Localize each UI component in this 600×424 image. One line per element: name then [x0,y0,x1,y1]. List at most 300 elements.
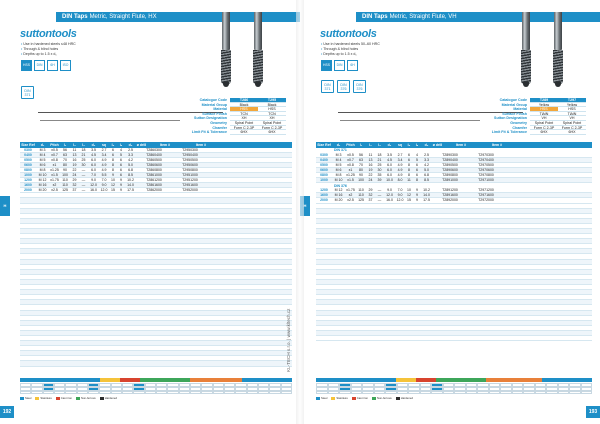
spec-value: VH [558,116,586,121]
table-cell: 29 [368,188,373,193]
left-product-table [20,142,292,367]
table-cell: 12 [407,193,411,198]
table-cell: T2862000 [146,188,162,193]
table-cell: M 16 [38,183,47,188]
table-cell: 0500 [24,157,32,162]
left-spec-table [158,98,286,135]
table-cell: 18 [81,147,86,152]
spec-label: Geometry [510,120,527,125]
column-header: l₂ [73,142,76,147]
table-cell: x0.5 [51,147,58,152]
left-tap-image [220,12,232,87]
table-cell: 10.2 [423,188,430,193]
table-cell: 6.0 [387,167,392,172]
table-cell: M 4 [39,152,46,157]
left-title-bold: DIN Taps [62,14,88,20]
spec-label: Surface Finish [502,111,527,116]
legend-row [20,391,292,395]
left-badge: 6H [47,60,58,71]
table-cell: 16 [368,162,373,167]
table-cell: M 4 [335,157,342,162]
table-cell: M 5 [335,162,342,167]
column-header: l₅ [415,142,419,147]
right-standard-badges [321,60,358,71]
left-section-tab-label: H [3,203,7,208]
table-cell: 8 [408,162,410,167]
table-cell: 90 [63,167,67,172]
column-header: d₂ [387,142,392,147]
table-cell: 9.0 [101,183,107,188]
column-header: d₁ [336,142,341,147]
table-cell: 100 [62,173,68,178]
column-header: d₁ [40,142,45,147]
table-cell: 2.5 [128,147,133,152]
table-cell: x1.25 [346,173,355,178]
table-cell: T2971200 [478,188,494,193]
spec-value: VH [530,116,558,121]
left-title-rest: Metric, Straight Flute, HX [89,14,157,20]
right-material-legend [316,378,592,402]
table-cell: T2950800 [182,167,198,172]
table-cell: 6 [120,173,122,178]
table-cell: 30 [81,162,86,167]
table-cell: M 12 [334,188,343,193]
table-cell: 110 [358,188,364,193]
right-legend-color-strip [316,378,592,382]
legend-key: Non-ferrous [372,396,392,400]
right-legend-keys [316,396,592,400]
spec-value: TiAlN [558,112,586,117]
table-cell: 22 [72,167,77,172]
table-cell: 5 [416,157,418,162]
table-cell: 70 [359,162,363,167]
left-legend-keys [20,396,292,400]
table-cell: x1.5 [347,178,354,183]
table-cell: 12.0 [396,198,404,203]
table-group-label: DIN 376 [334,183,347,188]
table-cell: 25 [377,162,382,167]
table-cell: 19 [368,167,373,172]
table-cell: 4.9 [397,167,403,172]
table-cell: 37 [368,198,373,203]
legend-key: Cast iron [352,396,368,400]
table-cell: — [81,188,86,193]
table-cell: T2952000 [182,188,198,193]
table-cell: 4 [120,147,122,152]
right-brand-logo: suttontools [320,28,377,40]
table-cell: M 10 [334,178,343,183]
column-header: l₄ [111,142,115,147]
table-cell: 110 [62,183,68,188]
right-din-icon: DIN 371 [321,80,334,93]
table-cell: 4.9 [397,162,403,167]
table-cell: T2860400 [146,152,162,157]
table-cell: 9 [416,193,418,198]
left-badge: HSS [21,60,32,71]
table-cell: 4.9 [101,157,107,162]
table-cell: 14.0 [423,193,430,198]
table-cell: 2.7 [101,147,107,152]
table-cell: T2890400 [442,157,458,162]
table-cell: 6 [408,152,410,157]
table-cell: T2951200 [182,178,198,183]
right-bullet: • Depths up to 1.5 x d₁ [321,52,380,57]
table-cell: 2.5 [424,152,429,157]
legend-key: Cast iron [56,396,72,400]
table-cell: 110 [62,178,68,183]
left-bullet: • Through & blind holes [21,47,76,52]
table-cell: T2892000 [442,198,458,203]
spec-value: TCN [230,112,258,117]
right-spec-table [458,98,586,135]
right-tool-icons [321,80,366,93]
table-cell: M 12 [38,178,47,183]
table-cell: 12 [111,183,115,188]
table-cell: 16.0 [386,198,393,203]
column-header: l₅ [119,142,123,147]
column-header: Item # [455,142,467,147]
left-badge: ISO [60,60,71,71]
table-cell: 4.2 [424,162,429,167]
table-cell: 0400 [320,157,328,162]
column-header: ø drill [432,142,443,147]
spec-value: HSS [258,107,286,112]
table-cell: 63 [359,157,363,162]
spec-label: Material Group [201,102,227,107]
spec-value: 6HX [530,130,558,135]
spec-value: XH [230,116,258,121]
spec-row [458,130,586,135]
table-cell: 0500 [320,162,328,167]
table-cell: 70 [63,157,67,162]
spec-value: Spiral Point [558,121,586,126]
column-header: Item # [159,142,171,147]
table-cell: 3.3 [128,152,133,157]
right-badge: DIN [334,60,345,71]
table-cell: 8 [408,173,410,178]
table-cell: 6.0 [387,162,392,167]
table-cell: 4.5 [387,157,392,162]
table-cell: 4.2 [128,157,133,162]
spec-value: Black [258,103,286,108]
table-cell: 12.0 [386,193,393,198]
column-header: d₃ [128,142,133,147]
table-cell: — [81,183,86,188]
table-cell: 0300 [24,147,32,152]
table-cell: 15 [407,198,411,203]
table-cell: 8.0 [397,178,403,183]
table-cell: 2.7 [397,152,403,157]
table-cell: 22 [368,173,373,178]
table-cell: 100 [358,178,364,183]
empty-row [316,336,592,341]
table-cell: 110 [358,193,364,198]
column-header: d₂ [91,142,96,147]
table-cell: 3.5 [91,147,96,152]
table-cell: 24 [72,173,77,178]
table-cell: — [81,173,86,178]
table-cell: 3.4 [101,152,107,157]
table-cell: 6 [120,167,122,172]
table-cell: T2950300 [182,147,198,152]
table-cell: x1.25 [50,167,59,172]
spec-value: 6HX [258,130,286,135]
table-cell: x1 [52,162,57,167]
table-cell: 11 [407,178,411,183]
table-cell: 90 [359,173,363,178]
spec-value: XH [258,116,286,121]
table-cell: 19 [72,162,77,167]
table-cell: x1.75 [346,188,355,193]
table-cell: M 5 [39,157,46,162]
table-cell: 17.5 [423,198,430,203]
table-cell: 1600 [24,183,32,188]
table-cell: 0800 [320,173,328,178]
right-badge: 6H [347,60,358,71]
table-cell: 56 [63,147,67,152]
table-cell: M 3 [335,152,342,157]
right-legend-grid [316,383,592,394]
right-tap-image [520,12,532,87]
table-cell: 7.0 [91,173,96,178]
right-bullet: • Use in hardened steels 50–60 HRC [321,42,380,47]
column-header: l₃ [378,142,381,147]
right-title-bold: DIN Taps [362,14,388,20]
table-cell: 8.5 [128,173,133,178]
spec-value: Spiral Point [230,121,258,126]
table-cell: T2971600 [478,193,494,198]
table-cell: T2972000 [478,198,494,203]
column-header: d₃ [424,142,429,147]
table-cell: 5.0 [128,162,133,167]
table-cell: T2891200 [442,188,458,193]
right-product-table [316,142,592,341]
table-cell: 125 [62,188,68,193]
table-cell: 21 [377,157,382,162]
column-header: l₄ [407,142,411,147]
table-cell: — [81,167,86,172]
column-header: sq [397,142,403,147]
spec-value: Form C 2-3P [258,126,286,131]
table-cell: 9 [120,183,122,188]
left-bullet: • Use in hardened steels ≤48 HRC [21,42,76,47]
table-cell: 10.2 [127,178,134,183]
table-cell: 80 [63,162,67,167]
spec-value: Form C 2-3P [230,126,258,131]
table-cell: — [377,198,382,203]
table-cell: 3.4 [397,157,403,162]
table-cell: 0600 [24,162,32,167]
spec-value: 6HX [558,130,586,135]
table-cell: 63 [63,152,67,157]
table-cell: 1200 [320,188,328,193]
left-section-tab [0,196,10,216]
table-cell: T2950500 [182,157,198,162]
left-legend-grid [20,383,292,394]
right-din-icon: DIN 376 [337,80,350,93]
table-cell: T2970300 [478,152,494,157]
table-cell: x2.5 [347,198,354,203]
table-cell: 11 [368,152,373,157]
left-badge: DIN [34,60,45,71]
table-cell: M 8 [39,167,46,172]
spec-value: TiAlN [530,112,558,117]
table-cell: 0800 [24,167,32,172]
table-cell: 37 [72,188,77,193]
table-cell: 9.0 [397,193,403,198]
table-cell: x0.5 [347,152,354,157]
table-cell: 6.0 [387,173,392,178]
table-cell: T2860500 [146,157,162,162]
right-page-number: 193 [586,406,600,418]
spec-label: Chamfer [512,125,527,130]
table-cell: T2861200 [146,178,162,183]
table-cell: 6 [408,157,410,162]
legend-key: Steel [20,396,31,400]
left-material-legend [20,378,292,402]
table-cell: 4 [416,152,418,157]
spec-label: Material [213,107,227,112]
right-page [300,0,600,424]
column-header: Size Ref [21,142,35,147]
spec-label: Sutton Designation [494,116,527,121]
spec-value: Form C 2-3P [530,126,558,131]
table-cell: 8 [112,162,114,167]
table-cell: 0600 [320,167,328,172]
table-cell: 8 [408,167,410,172]
column-header: Pitch [346,142,355,147]
table-cell: 9 [112,173,114,178]
table-cell: x0.8 [347,162,354,167]
empty-row [20,361,292,366]
table-cell: 125 [358,198,364,203]
left-brand-logo: suttontools [20,28,77,40]
table-cell: 80 [359,167,363,172]
table-cell: 16 [72,157,77,162]
table-cell: M 16 [334,193,343,198]
spec-label: Geometry [210,120,227,125]
table-cell: 1600 [320,193,328,198]
legend-key: Stainless [331,396,347,400]
table-cell: M 6 [335,167,342,172]
table-cell: T2970500 [478,162,494,167]
table-cell: T2890600 [442,167,458,172]
right-tap-image [552,12,564,87]
table-cell: 17.5 [127,188,134,193]
right-section-tab-label: H [303,203,307,208]
spec-value: HSS [530,107,558,112]
table-cell: 9 [416,188,418,193]
table-cell: 39 [377,178,382,183]
table-cell: 21 [81,152,86,157]
table-cell: 1000 [320,178,328,183]
table-cell: 6.8 [424,173,429,178]
table-cell: 4.9 [101,167,107,172]
table-cell: T2951000 [182,173,198,178]
right-title-rest: Metric, Straight Flute, VH [389,14,457,20]
right-din-icon: DIN 376 [353,80,366,93]
right-bullets [321,42,380,57]
spec-label: Chamfer [212,125,227,130]
spec-label: Material [513,107,527,112]
table-group-label: DIN 371 [334,148,347,153]
left-din-icon: DIN 371 [21,86,34,99]
legend-key: Steel [316,396,327,400]
table-cell: 24 [368,178,373,183]
left-tool-icons [21,86,34,99]
table-cell: 18 [377,152,382,157]
spec-value: TCN [258,112,286,117]
column-header: Size Ref [317,142,331,147]
spec-value: HSS [230,107,258,112]
spec-value: Yellow [530,103,558,108]
spec-label: Catalogue Code [199,98,227,102]
table-cell: — [81,178,86,183]
table-cell: 9 [120,188,122,193]
table-cell: 35 [377,173,382,178]
table-cell: 29 [72,178,77,183]
spec-value: Spiral Point [530,121,558,126]
table-cell: 11 [72,147,77,152]
table-cell: 9.0 [91,178,96,183]
spec-label: Material Group [501,102,527,107]
table-cell: 9.0 [387,188,392,193]
table-cell: T2970800 [478,173,494,178]
table-cell: M 20 [38,188,47,193]
table-cell: M 6 [39,162,46,167]
spec-label: Limit Fit & Tolerance [191,130,227,135]
column-header: l₁ [359,142,363,147]
table-cell: x2.5 [51,188,58,193]
table-cell: 6.0 [91,157,96,162]
table-cell: 2000 [24,188,32,193]
table-cell: 12.0 [90,183,97,188]
column-header: l₃ [82,142,85,147]
spec-value: HSS [558,107,586,112]
table-cell: T2950400 [182,152,198,157]
table-cell: 6 [112,152,114,157]
table-cell: 25 [81,157,86,162]
table-cell: 8 [112,167,114,172]
table-cell: T2890800 [442,173,458,178]
table-cell: 32 [72,183,77,188]
spec-label: Sutton Designation [194,116,227,121]
spec-label: Limit Fit & Tolerance [491,130,527,135]
table-cell: T2890500 [442,162,458,167]
table-cell: x1 [348,167,353,172]
spec-label: Surface Finish [202,111,227,116]
spec-value: T297 [558,98,586,103]
table-cell: M 3 [39,147,46,152]
table-cell: M 20 [334,198,343,203]
vertical-website-text: KL-TECH s.r.o. | www.kltech.cz [286,308,291,372]
table-cell: 6 [112,147,114,152]
table-cell: 0400 [24,152,32,157]
table-cell: x0.7 [51,152,58,157]
spec-value: T295 [258,98,286,103]
table-cell: 32 [368,193,373,198]
table-cell: T2950600 [182,162,198,167]
table-cell: T2861600 [146,183,162,188]
table-cell: 6 [120,157,122,162]
spec-value: T286 [230,98,258,103]
table-cell: 3.3 [424,157,429,162]
table-cell: x0.8 [51,157,58,162]
column-header: Item # [195,142,207,147]
left-tap-image [252,12,264,87]
right-bullet: • Through & blind holes [321,47,380,52]
table-cell: 2000 [320,198,328,203]
